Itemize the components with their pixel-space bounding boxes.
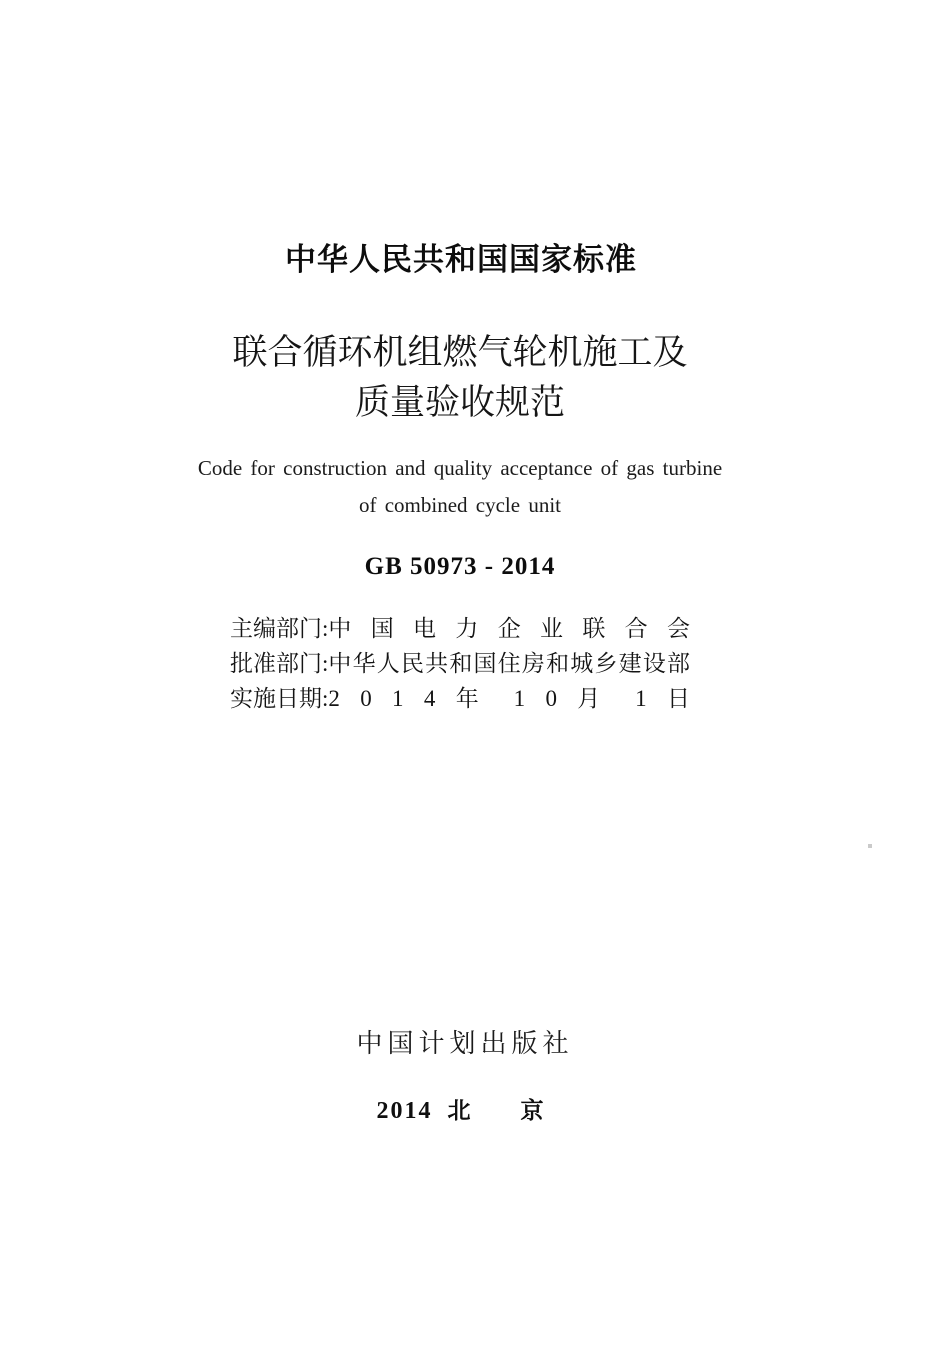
- info-row-chief-editor: [230, 611, 690, 646]
- publication-info: [230, 611, 690, 716]
- info-label-chief-editor: 主编部门:: [230, 616, 329, 641]
- info-value-chief-editor: 中 国 电 力 企 业 联 合 会: [328, 616, 690, 641]
- info-row-effective-date: [230, 681, 690, 716]
- info-label-approval: 批准部门:: [230, 651, 329, 676]
- standard-heading: 中华人民共和国国家标准: [285, 242, 637, 277]
- imprint-city-first: 北: [447, 1098, 471, 1123]
- title-line-1: 联合循环机组燃气轮机施工及: [232, 333, 688, 372]
- info-value-approval: 中华人民共和国住房和城乡建设部: [328, 651, 690, 676]
- info-row-approval: [230, 646, 690, 681]
- imprint-city-second: 京: [520, 1098, 544, 1123]
- english-title-line-1: Code for construction and quality acceptance of gas turbine: [197, 456, 723, 480]
- info-label-effective-date: 实施日期:: [230, 686, 329, 711]
- imprint-line: [0, 1092, 920, 1125]
- document-title: [0, 328, 920, 428]
- title-line-2: 质量验收规范: [354, 383, 565, 422]
- imprint-year: 2014: [376, 1098, 433, 1124]
- info-value-effective-date: 2 0 1 4 年 1 0 月 1 日: [328, 686, 690, 711]
- publisher-name: 中国计划出版社: [356, 1029, 574, 1058]
- english-title-line-2: of combined cycle unit: [358, 493, 562, 517]
- scan-artifact-dot: [868, 844, 872, 848]
- english-title: [0, 450, 920, 524]
- standard-code: GB 50973 - 2014: [364, 553, 556, 580]
